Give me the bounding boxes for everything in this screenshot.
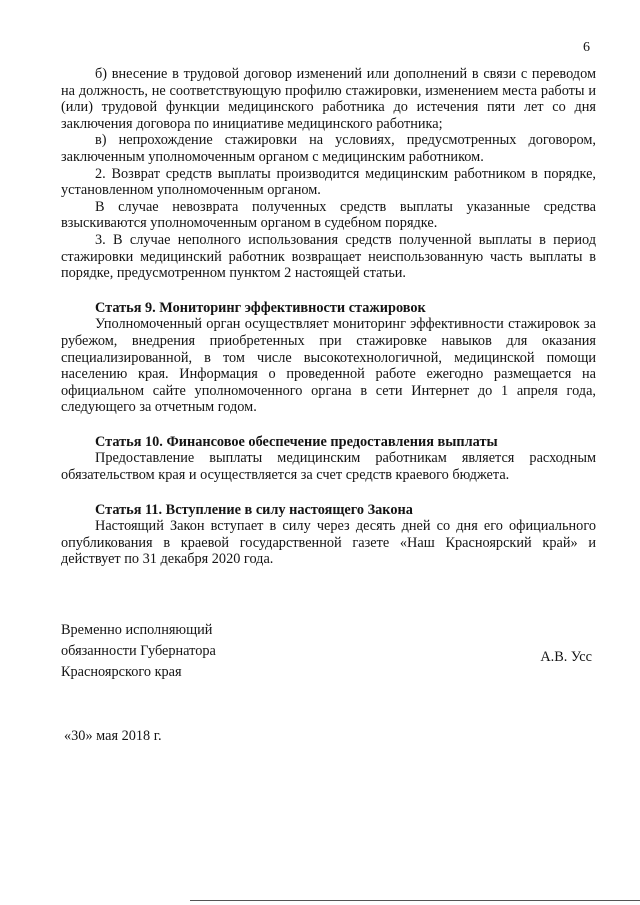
paragraph-item-v: в) непрохождение стажировки на условиях, предусмотренных договором, заключенным уполномоченным органом с медицинским работником.: [61, 132, 596, 165]
article-10-title: Статья 10. Финансовое обеспечение предоставления выплаты: [95, 433, 498, 450]
document-body: [61, 66, 596, 568]
article-10-text: Предоставление выплаты медицинским работникам является расходным обязательством края и осуществляется за счет средств краевого бюджета.: [61, 450, 596, 484]
scan-edge-line: [190, 900, 640, 901]
article-11-title: Статья 11. Вступление в силу настоящего Закона: [95, 501, 413, 518]
paragraph-point-2: 2. Возврат средств выплаты производится медицинским работником в порядке, установленном уполномоченным органом.: [61, 165, 596, 199]
page-number: 6: [583, 40, 590, 55]
paragraph-item-b: б) внесение в трудовой договор изменений или дополнений в связи с переводом на должность, не соответствующую профилю стажировки, изменением места работы и (или) трудовой функции медицинского работника до истечения пяти лет со дня заключения договора по инициативе медицинского работника;: [61, 66, 596, 132]
article-9-text: Уполномоченный орган осуществляет мониторинг эффективности стажировок за рубежом, внедрения приобретенных при стажировке навыков для оказания специализированной, в том числе высокотехнологичной, медицинской помощи населению края. Информация о проведенной работе ежегодно размещается на официальном сайте уполномоченного органа в сети Интернет до 1 апреля года, следующего за отчетным годом.: [61, 316, 596, 416]
article-11-text: Настоящий Закон вступает в силу через десять дней со дня его официального опубликования в краевой государственной газете «Наш Красноярский край» и действует по 31 декабря 2020 года.: [61, 518, 596, 568]
signatory-name: А.В. Усс: [540, 649, 592, 665]
signatory-position: Временно исполняющий обязанности Губернатора Красноярского края: [61, 622, 216, 680]
signature-block: [61, 620, 596, 683]
article-9-title: Статья 9. Мониторинг эффективности стажировок: [95, 299, 426, 316]
document-date: «30» мая 2018 г.: [64, 728, 162, 744]
paragraph-point-3: 3. В случае неполного использования средств полученной выплаты в период стажировки медицинский работник возвращает неиспользованную часть выплаты в порядке, предусмотренном пунктом 2 настоящей статьи.: [61, 231, 596, 282]
paragraph-non-return: В случае невозврата полученных средств выплаты указанные средства взыскиваются уполномоченным органом в судебном порядке.: [61, 198, 596, 232]
